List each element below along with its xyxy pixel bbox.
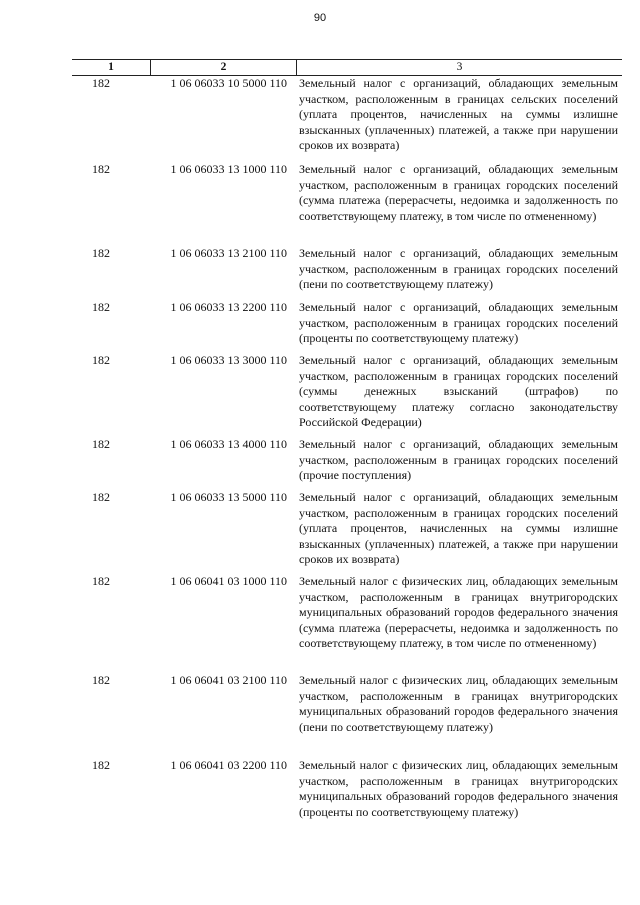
description-cell: Земельный налог с физических лиц, обладающих земельным участком, расположенным в границах внутригородских муниципальных образований городов федерального значения (проценты по соответствующему платежу) [299, 758, 618, 819]
kbk-code-cell: 1 06 06033 13 3000 110 [170, 353, 287, 367]
kbk-code-cell: 1 06 06041 03 2200 110 [170, 758, 287, 772]
table-row [72, 353, 622, 431]
page-number: 90 [313, 12, 327, 24]
kbk-code-cell: 1 06 06033 10 5000 110 [170, 76, 287, 90]
admin-code-cell: 182 [92, 162, 110, 176]
kbk-code-cell: 1 06 06041 03 2100 110 [170, 673, 287, 687]
description-cell: Земельный налог с физических лиц, обладающих земельным участком, расположенным в границах внутригородских муниципальных образований городов федерального значения (сумма платежа (перерасчеты, недоимка и задолженность по соответствующему платежу, в том числе по отмененному) [299, 574, 618, 651]
admin-code-cell: 182 [92, 673, 110, 687]
description-cell: Земельный налог с организаций, обладающих земельным участком, расположенным в границах городских поселений (пени по соответствующему платежу) [299, 246, 618, 292]
kbk-code-cell: 1 06 06033 13 4000 110 [170, 437, 287, 451]
kbk-code-cell: 1 06 06033 13 2200 110 [170, 300, 287, 314]
admin-code-cell: 182 [92, 246, 110, 260]
description-cell: Земельный налог с организаций, обладающих земельным участком, расположенным в границах городских поселений (уплата процентов, начисленных на суммы излишне взысканных (уплаченных) платежей, а также при нарушении сроков их возврата) [299, 490, 618, 567]
budget-codes-table [72, 59, 622, 819]
admin-code-cell: 182 [92, 758, 110, 772]
table-row [72, 437, 622, 484]
description-cell: Земельный налог с физических лиц, обладающих земельным участком, расположенным в границах внутригородских муниципальных образований городов федерального значения (пени по соответствующему платежу) [299, 673, 618, 734]
description-cell: Земельный налог с организаций, обладающих земельным участком, расположенным в границах городских поселений (проценты по соответствующему платежу) [299, 300, 618, 346]
column-header-2: 2 [150, 60, 297, 75]
table-header [72, 59, 622, 76]
admin-code-cell: 182 [92, 490, 110, 504]
admin-code-cell: 182 [92, 437, 110, 451]
kbk-code-cell: 1 06 06033 13 2100 110 [170, 246, 287, 260]
admin-code-cell: 182 [92, 76, 110, 90]
admin-code-cell: 182 [92, 574, 110, 588]
description-cell: Земельный налог с организаций, обладающих земельным участком, расположенным в границах сельских поселений (уплата процентов, начисленных на суммы излишне взысканных (уплаченных) платежей, а также при нарушении сроков их возврата) [299, 76, 618, 153]
table-row [72, 76, 622, 154]
admin-code-cell: 182 [92, 300, 110, 314]
table-row [72, 300, 622, 347]
table-row [72, 758, 622, 820]
description-cell: Земельный налог с организаций, обладающих земельным участком, расположенным в границах городских поселений (сумма платежа (перерасчеты, недоимка и задолженность по соответствующему платежу, в том числе по отмененному) [299, 162, 618, 223]
column-header-1: 1 [108, 61, 114, 73]
kbk-code-cell: 1 06 06041 03 1000 110 [170, 574, 287, 588]
column-header-3: 3 [456, 61, 463, 73]
description-cell: Земельный налог с организаций, обладающих земельным участком, расположенным в границах городских поселений (прочие поступления) [299, 437, 618, 483]
table-row [72, 490, 622, 568]
table-row [72, 574, 622, 652]
description-cell: Земельный налог с организаций, обладающих земельным участком, расположенным в границах городских поселений (суммы денежных взысканий (штрафов) по соответствующему платежу согласно законодательству Российской Федерации) [299, 353, 618, 430]
table-row [72, 673, 622, 735]
kbk-code-cell: 1 06 06033 13 1000 110 [170, 162, 287, 176]
table-row [72, 246, 622, 293]
table-row [72, 162, 622, 224]
admin-code-cell: 182 [92, 353, 110, 367]
kbk-code-cell: 1 06 06033 13 5000 110 [170, 490, 287, 504]
